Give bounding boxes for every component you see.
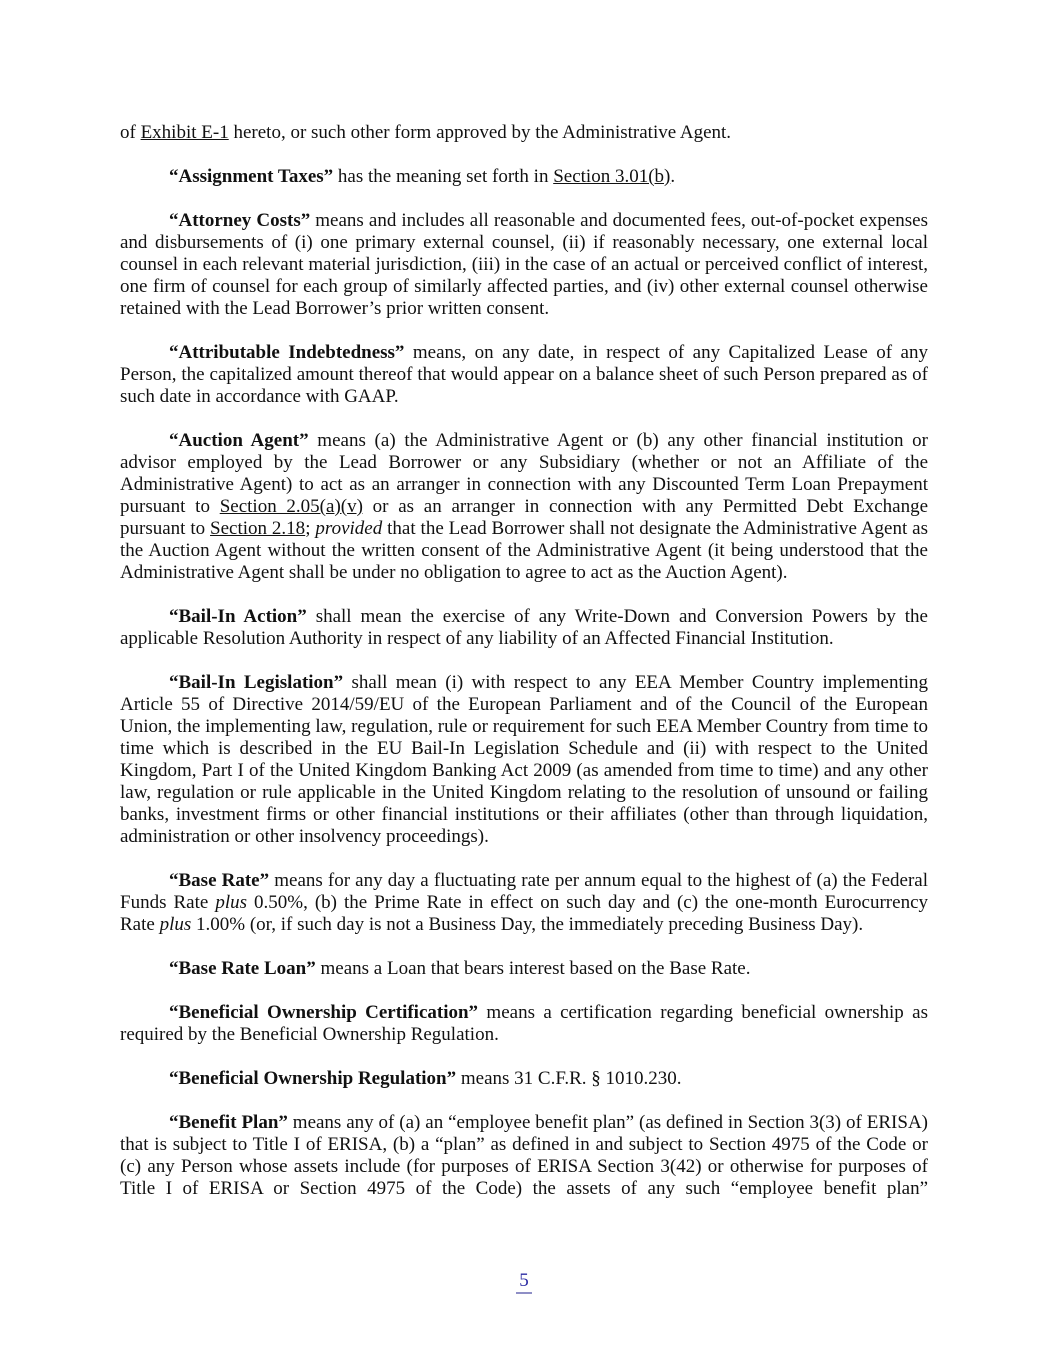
paragraph: [120, 1068, 928, 1090]
text-segment: means for any day a fluctuating rate per annum equal to the highest of (a) the Federal Funds Rate: [120, 870, 928, 913]
text-segment: 1.00% (or, if such day is not a Business Day, the immediately preceding Business Day).: [191, 914, 864, 935]
text-segment: that the Lead Borrower shall not designate the Administrative Agent as the Auction Agent without the written consent of the Administrative Agent (it being understood that the Administrative Agent shall be under no obligation to agree to act as the Auction Agent).: [120, 518, 928, 583]
paragraph: [120, 210, 928, 320]
defined-term: “Attributable Indebtedness”: [169, 342, 405, 363]
paragraph: [120, 1112, 928, 1200]
text-segment: hereto, or such other form approved by the Administrative Agent.: [228, 122, 732, 143]
defined-term: “Beneficial Ownership Regulation”: [169, 1068, 457, 1089]
paragraph: [120, 166, 928, 188]
defined-term: “Bail-In Action”: [169, 606, 307, 627]
defined-term: “Base Rate Loan”: [169, 958, 316, 979]
text-segment: shall mean the exercise of any Write-Down and Conversion Powers by the applicable Resolution Authority in respect of any liability of an Affected Financial Institution.: [120, 606, 928, 649]
paragraph: [120, 870, 928, 936]
text-segment: or as an arranger in connection with any Permitted Debt Exchange pursuant to: [120, 496, 929, 539]
defined-term: “Bail-In Legislation”: [169, 672, 344, 693]
defined-term: “Benefit Plan”: [169, 1112, 288, 1133]
document-body: [120, 122, 928, 1222]
paragraph: [120, 122, 928, 144]
defined-term: “Base Rate”: [169, 870, 270, 891]
paragraph: [120, 606, 928, 650]
text-segment: means a Loan that bears interest based on the Base Rate.: [315, 958, 751, 979]
text-segment: ;: [305, 518, 316, 539]
cross-reference: Section 2.05(a)(v): [219, 496, 363, 517]
page-footer: [120, 1270, 928, 1292]
text-segment: .: [670, 166, 676, 187]
cross-reference: Exhibit E-1: [140, 122, 229, 143]
text-segment: 0.50%, (b) the Prime Rate in effect on such day and (c) the one-month Eurocurrency Rate: [120, 892, 928, 935]
defined-term: “Attorney Costs”: [169, 210, 311, 231]
text-segment: plus: [215, 892, 247, 913]
text-segment: shall mean (i) with respect to any EEA Member Country implementing Article 55 of Directive 2014/59/EU of the European Parliament and of the Council of the European Union, the implementing law, regulation, rule or requirement for such EEA Member Country from time to time which is described in the EU Bail-In Legislation Schedule and (ii) with respect to the United Kingdom, Part I of the United Kingdom Banking Act 2009 (as amended from time to time) and any other law, regulation or rule applicable in the United Kingdom relating to the resolution of unsound or failing banks, investment firms or other financial institutions or their affiliates (other than through liquidation, administration or other insolvency proceedings).: [120, 672, 929, 847]
paragraph: [120, 958, 928, 980]
text-segment: means and includes all reasonable and documented fees, out-of-pocket expenses and disbursements of (i) one primary external counsel, (ii) if reasonably necessary, one external local counsel in each relevant material jurisdiction, (iii) in the case of an actual or perceived conflict of interest, one firm of counsel for each group of similarly affected parties, and (iv) other external counsel otherwise retained with the Lead Borrower’s prior written consent.: [120, 210, 928, 319]
cross-reference: Section 2.18: [210, 518, 306, 539]
paragraph: [120, 342, 928, 408]
text-segment: plus: [159, 914, 192, 935]
paragraph: [120, 430, 928, 584]
paragraph: [120, 672, 928, 848]
text-segment: provided: [315, 518, 383, 539]
cross-reference: Section 3.01(b): [553, 166, 671, 187]
text-segment: means 31 C.F.R. § 1010.230.: [456, 1068, 682, 1089]
defined-term: “Auction Agent”: [169, 430, 309, 451]
text-segment: means (a) the Administrative Agent or (b) any other financial institution or advisor employed by the Lead Borrower or any Subsidiary (whether or not an Affiliate of the Administrative Agent) to act as an arranger in connection with any Discounted Term Loan Prepayment pursuant to: [120, 430, 928, 517]
text-segment: means, on any date, in respect of any Capitalized Lease of any Person, the capitalized amount thereof that would appear on a balance sheet of such Person prepared as of such date in accordance with GAAP.: [120, 342, 928, 407]
defined-term: “Beneficial Ownership Certification”: [169, 1002, 479, 1023]
page-number-link[interactable]: 5: [516, 1270, 532, 1294]
paragraph: [120, 1002, 928, 1046]
defined-term: “Assignment Taxes”: [169, 166, 334, 187]
text-segment: means a certification regarding beneficial ownership as required by the Beneficial Ownership Regulation.: [120, 1002, 928, 1045]
text-segment: of: [120, 122, 141, 143]
text-segment: has the meaning set forth in: [333, 166, 554, 187]
text-segment: means any of (a) an “employee benefit plan” (as defined in Section 3(3) of ERISA) that is subject to Title I of ERISA, (b) a “plan” as defined in and subject to Section 4975 of the Code or (c) any Person whose assets include (for purposes of ERISA Section 3(42) or otherwise for purposes of Title I of ERISA or Section 4975 of the Code) the assets of any such “employee benefit plan”: [120, 1112, 928, 1199]
